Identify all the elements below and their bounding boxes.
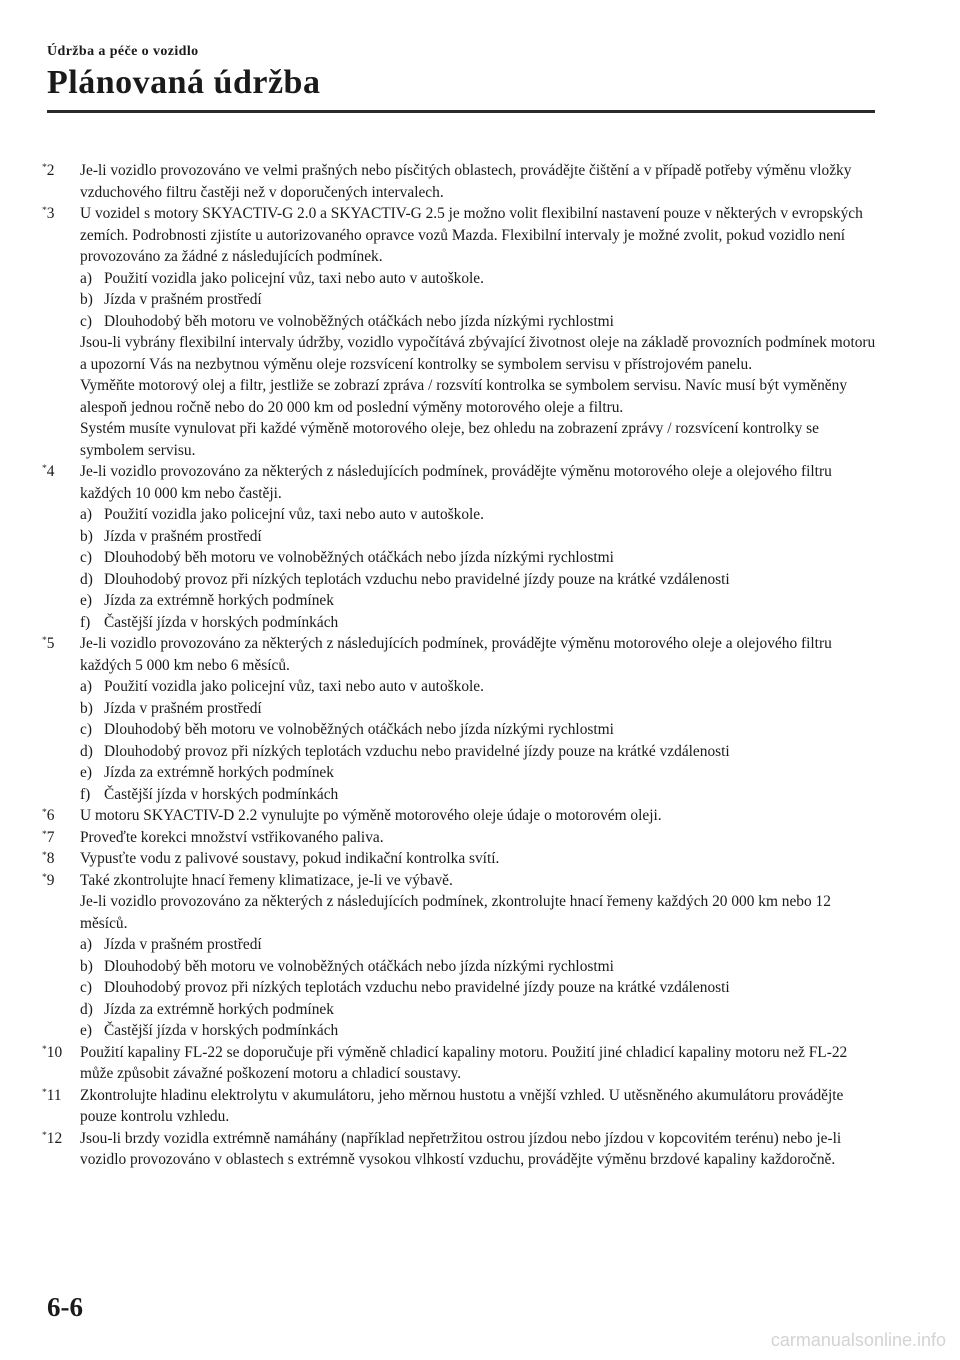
footnote-list: [42, 160, 882, 1171]
condition-label: d): [80, 742, 93, 760]
condition-text: Použití vozidla jako policejní vůz, taxi nebo auto v autoškole.: [104, 678, 484, 695]
condition-text: Dlouhodobý provoz při nízkých teplotách vzduchu nebo pravidelné jízdy pouze na krátké vzdálenosti: [104, 570, 730, 588]
condition-label: d): [80, 570, 93, 588]
footnote-text: Jsou-li brzdy vozidla extrémně namáhány (například nepřetržitou ostrou jízdou nebo jízdou v kopcovitém terénu) nebo je-li vozidlo provozováno v oblastech s extrémně vysokou vlhkostí vzduchu, provádějte výměnu brzdové kapaliny každoročně.: [80, 1129, 842, 1168]
condition-text: Jízda za extrémně horkých podmínek: [104, 764, 334, 781]
condition-label: a): [80, 936, 92, 953]
footnote-marker: *5: [42, 635, 55, 652]
condition-label: c): [80, 979, 92, 996]
condition-item: [80, 268, 882, 290]
footnote-marker: *2: [42, 162, 55, 179]
condition-text: Jízda v prašném prostředí: [104, 527, 262, 545]
condition-item: [80, 289, 882, 311]
footnote: [42, 848, 882, 870]
footnote: [42, 870, 882, 1042]
condition-item: [80, 762, 882, 784]
footnote-text: Je-li vozidlo provozováno za některých z následujících podmínek, provádějte výměnu motorového oleje a olejového filtru každých 5 000 km nebo 6 měsíců.: [80, 635, 832, 674]
condition-text: Jízda v prašném prostředí: [104, 291, 262, 308]
footnote-marker: *4: [42, 463, 55, 480]
condition-text: Dlouhodobý běh motoru ve volnoběžných otáčkách nebo jízda nízkými rychlostmi: [104, 957, 614, 975]
condition-text: Použití vozidla jako policejní vůz, taxi nebo auto v autoškole.: [104, 506, 484, 523]
footnote: [42, 633, 882, 805]
footnote-text: Proveďte korekci množství vstřikovaného paliva.: [80, 828, 384, 846]
condition-item: [80, 612, 882, 634]
condition-item: [80, 569, 882, 591]
footnote-marker: *11: [42, 1086, 62, 1104]
condition-item: [80, 676, 882, 698]
condition-label: f): [80, 785, 91, 803]
condition-text: Dlouhodobý běh motoru ve volnoběžných otáčkách nebo jízda nízkými rychlostmi: [104, 721, 614, 738]
footnote-marker: *7: [42, 828, 55, 846]
condition-label: c): [80, 549, 92, 566]
condition-item: [80, 741, 882, 763]
condition-label: c): [80, 721, 92, 738]
page-number: 6-6: [47, 1292, 83, 1322]
condition-item: [80, 977, 882, 999]
condition-item: [80, 784, 882, 806]
condition-item: [80, 526, 882, 548]
condition-text: Častější jízda v horských podmínkách: [104, 785, 339, 803]
condition-text: Jízda za extrémně horkých podmínek: [104, 592, 334, 609]
condition-label: d): [80, 1000, 93, 1018]
footnote-text: Také zkontrolujte hnací řemeny klimatizace, je-li ve výbavě.: [80, 871, 453, 889]
footnote-text: Je-li vozidlo provozováno ve velmi prašných nebo písčitých oblastech, provádějte čištění a v případě potřeby výměnu vložky vzduchového filtru častěji než v doporučených intervalech.: [80, 162, 852, 201]
page-header: [47, 44, 875, 102]
footnote-text: Zkontrolujte hladinu elektrolytu v akumulátoru, jeho měrnou hustotu a vnější vzhled. U utěsněného akumulátoru provádějte pouze kontrolu vzhledu.: [80, 1086, 844, 1125]
footnote: [42, 160, 882, 203]
condition-text: Jízda za extrémně horkých podmínek: [104, 1000, 334, 1018]
condition-label: a): [80, 269, 92, 287]
condition-item: [80, 956, 882, 978]
condition-item: [80, 311, 882, 333]
footnote-text: Je-li vozidlo provozováno za některých z následujících podmínek, provádějte výměnu motorového oleje a olejového filtru každých 10 000 km nebo častěji.: [80, 463, 832, 502]
condition-label: a): [80, 678, 92, 695]
condition-text: Dlouhodobý provoz při nízkých teplotách vzduchu nebo pravidelné jízdy pouze na krátké vzdálenosti: [104, 742, 730, 760]
condition-label: b): [80, 957, 93, 975]
condition-label: b): [80, 699, 93, 717]
condition-label: e): [80, 1022, 92, 1039]
condition-item: [80, 698, 882, 720]
footnote-marker: *10: [42, 1043, 63, 1061]
condition-text: Jízda v prašném prostředí: [104, 699, 262, 717]
condition-label: a): [80, 506, 92, 523]
footnote-marker: *9: [42, 871, 55, 889]
footnote: [42, 805, 882, 827]
page-title: Plánovaná údržba: [47, 64, 321, 101]
condition-item: [80, 547, 882, 569]
footnote: [42, 1042, 882, 1085]
section-label: Údržba a péče o vozidlo: [47, 44, 199, 59]
footnote: [42, 1128, 882, 1171]
footnote-marker: *6: [42, 807, 55, 824]
condition-item: [80, 504, 882, 526]
condition-label: f): [80, 613, 91, 631]
title-divider: [47, 110, 875, 113]
footnote: [42, 827, 882, 849]
footnote-text: Je-li vozidlo provozováno za některých z následujících podmínek, zkontrolujte hnací řemeny každých 20 000 km nebo 12 měsíců.: [80, 893, 831, 932]
condition-text: Dlouhodobý provoz při nízkých teplotách vzduchu nebo pravidelné jízdy pouze na krátké vzdálenosti: [104, 979, 730, 996]
footnote: [42, 203, 882, 461]
footnote-text: U vozidel s motory SKYACTIV-G 2.0 a SKYACTIV-G 2.5 je možno volit flexibilní nastavení pouze v některých v evropských zemích. Podrobnosti zjistíte u autorizovaného opravce vozů Mazda. Flexibilní intervaly je možné zvolit, pokud vozidlo není provozováno za žádné z následujících podmínek.: [80, 205, 863, 265]
condition-item: [80, 719, 882, 741]
condition-text: Jízda v prašném prostředí: [104, 936, 262, 953]
footnote: [42, 461, 882, 633]
condition-text: Častější jízda v horských podmínkách: [104, 1022, 339, 1039]
footnote-text: Vypusťte vodu z palivové soustavy, pokud indikační kontrolka svítí.: [80, 850, 500, 867]
footnote-text: Použití kapaliny FL-22 se doporučuje při výměně chladicí kapaliny motoru. Použití jiné chladicí kapaliny motoru než FL-22 může způsobit závažné poškození motoru a chladicí soustavy.: [80, 1043, 848, 1082]
footnote-text: Systém musíte vynulovat při každé výměně motorového oleje, bez ohledu na zobrazení zprávy / rozsvícení kontrolky se symbolem servisu.: [80, 420, 819, 459]
footnote-text: U motoru SKYACTIV-D 2.2 vynulujte po výměně motorového oleje údaje o motorovém oleji.: [80, 807, 662, 824]
condition-item: [80, 1020, 882, 1042]
condition-label: b): [80, 291, 93, 308]
footnote: [42, 1085, 882, 1128]
condition-label: b): [80, 527, 93, 545]
condition-text: Dlouhodobý běh motoru ve volnoběžných otáčkách nebo jízda nízkými rychlostmi: [104, 549, 614, 566]
condition-item: [80, 590, 882, 612]
footnote-text: Vyměňte motorový olej a filtr, jestliže se zobrazí zpráva / rozsvítí kontrolka se symbolem servisu. Navíc musí být vyměněny alespoň jednou ročně nebo do 20 000 km od poslední výměny motorového oleje a filtru.: [80, 377, 848, 416]
footnote-marker: *8: [42, 850, 55, 867]
condition-text: Častější jízda v horských podmínkách: [104, 613, 339, 631]
condition-label: e): [80, 764, 92, 781]
condition-label: e): [80, 592, 92, 609]
footnote-marker: *3: [42, 205, 55, 222]
watermark-footer: carmanualsonline.info: [770, 1330, 946, 1350]
footnote-text: Jsou-li vybrány flexibilní intervaly údržby, vozidlo vypočítává zbývající životnost oleje na základě provozních podmínek motoru a upozorní Vás na nezbytnou výměnu oleje rozsvícení kontrolky se symbolem servisu v přístrojovém panelu.: [80, 334, 876, 373]
condition-item: [80, 934, 882, 956]
condition-text: Použití vozidla jako policejní vůz, taxi nebo auto v autoškole.: [104, 269, 484, 287]
condition-label: c): [80, 312, 92, 330]
condition-text: Dlouhodobý běh motoru ve volnoběžných otáčkách nebo jízda nízkými rychlostmi: [104, 312, 614, 330]
condition-item: [80, 999, 882, 1021]
footnote-marker: *12: [42, 1129, 63, 1147]
